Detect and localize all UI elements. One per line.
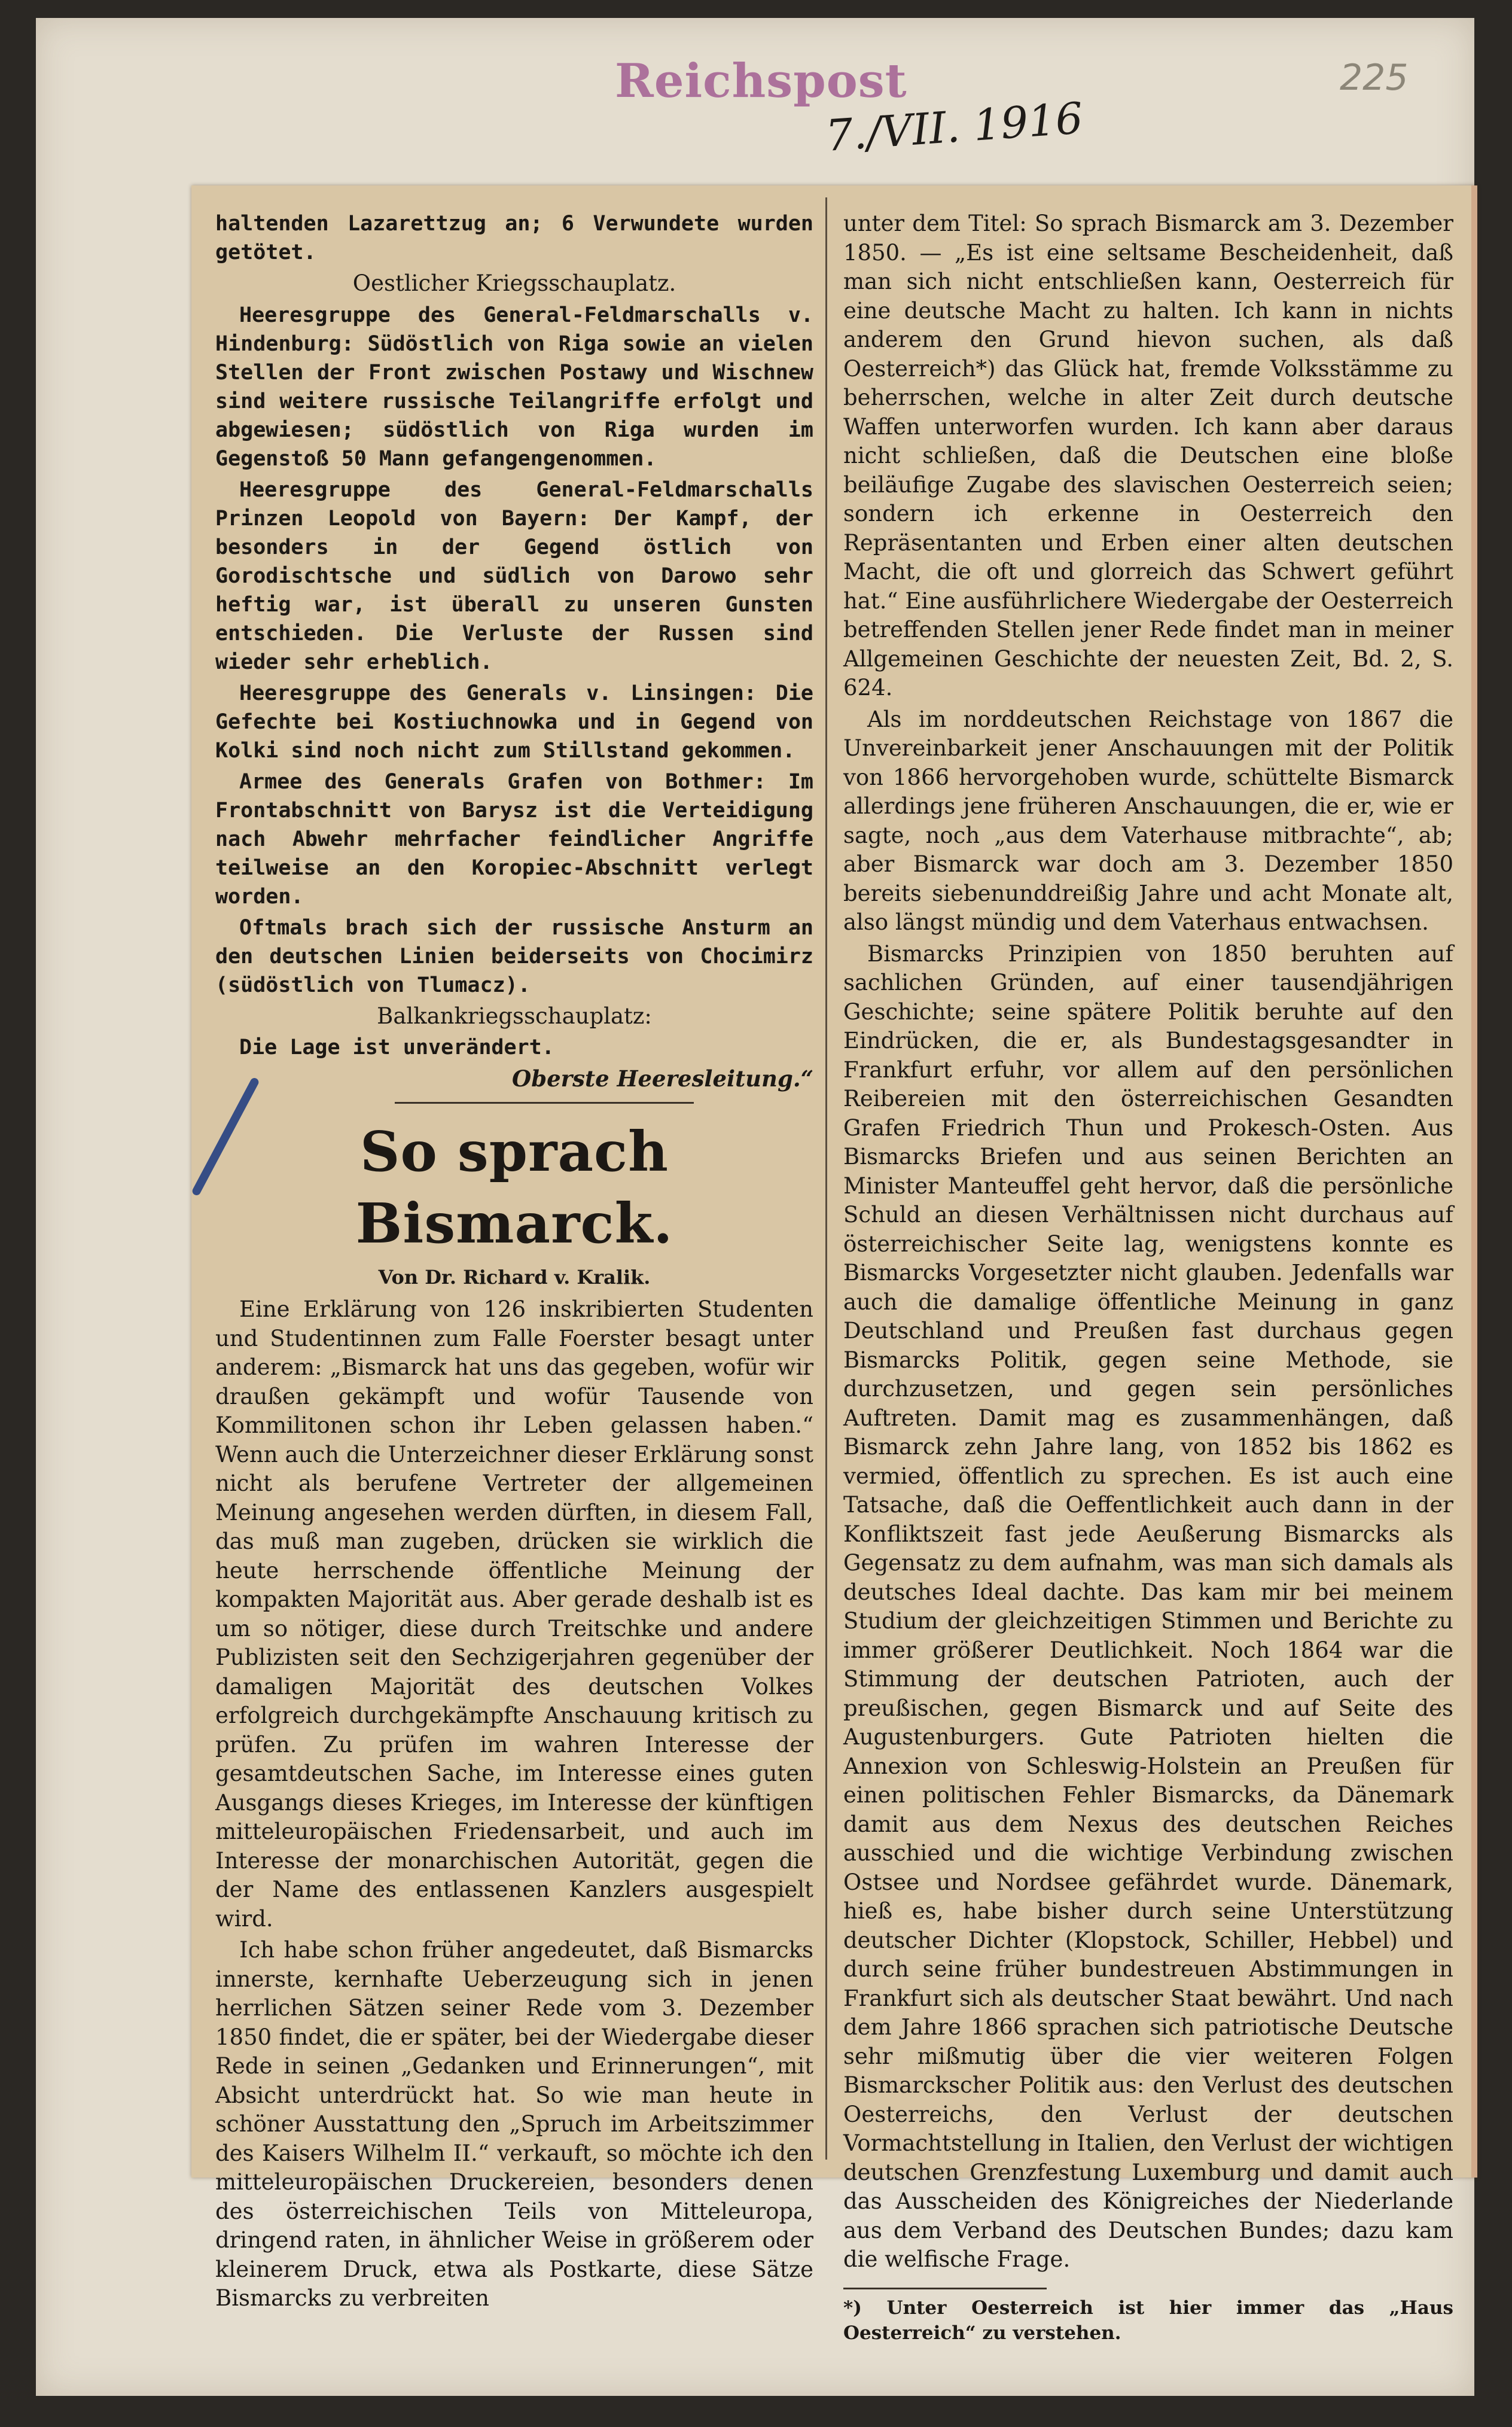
report-text: Heeresgruppe des Generals v. Linsingen: Die Gefechte bei Kostiuchnowka und in Gegend von Kolki sind noch nicht zum Stillstand gekommen. bbox=[215, 681, 813, 763]
article-author: Von Dr. Richard v. Kralik. bbox=[378, 1265, 651, 1289]
signature-line: Oberste Heeresleitung.“ bbox=[512, 1065, 813, 1092]
separator-rule bbox=[395, 1102, 694, 1104]
report-text: Heeresgruppe des General-Feldmarschalls Prinzen Leopold von Bayern: Der Kampf, der besonders in der Gegend östlich von Gorodischtsche und südlich von Darowo sehr heftig war, ist überall zu unseren Gunsten entschieden. Die Verluste der Russen sind wieder sehr erheblich. bbox=[215, 477, 813, 674]
column-divider bbox=[825, 197, 827, 2160]
handwritten-date: 7./VII. 1916 bbox=[824, 93, 1085, 161]
article-paragraph: Bismarcks Prinzipien von 1850 beruhten auf sachlichen Gründen, auf einer tausendjährigen Geschichte; seine spätere Politik beruhte auf den Eindrücken, die er, als Bundestagsgesandter in Frankfurt erfuhr, vor allem auf den persönlichen Reibereien mit den österreichischen Gesandten Grafen Friedrich Thun und Prokesch-Osten. Aus Bismarcks Briefen und aus seinen Berichten an Minister Manteuffel geht hervor, daß die persönliche Schuld an diesen Verhältnissen nicht durchaus auf österreichischer Seite lag, wenigstens konnte es Bismarcks Vorgesetzter nicht glauben. Jedenfalls war auch die damalige öffentliche Meinung in ganz Deutschland und Preußen fast durchaus gegen Bismarcks Politik, gegen seine Methode, sie durchzusetzen, und gegen sein persönliches Auftreten. Damit mag es zusammenhängen, daß Bismarck zehn Jahre lang, von 1852 bis 1862 es vermied, öffentlich zu sprechen. Es ist auch eine Tatsache, daß die Oeffentlichkeit auch dann in der Konfliktszeit fast jede Aeußerung Bismarcks als Gegensatz zu dem aufnahm, was man sich damals als deutsches Ideal dachte. Das kam mir bei meinem Studium der gleichzeitigen Stimmen und Berichte zu immer größerer Deutlichkeit. Noch 1864 war die Stimmung der deutschen Patrioten, auch der preußischen, gegen Bismarck und auf Seite des Augustenburgers. Gute Patrioten hielten die Annexion von Schleswig-Holstein an Preußen für einen politischen Fehler Bismarcks, da Dänemark damit aus dem Nexus des deutschen Reiches ausschied und die wichtige Verbindung zwischen Ostsee und Nordsee gefährdet wurde. Dänemark, hieß es, habe bisher durch seine Unterstützung deutscher Dichter (Klopstock, Schiller, Hebbel) und durch seine früher bundestreuen Abstimmungen in Frankfurt sich als deutscher Staat bewährt. Und nach dem Jahre 1866 sprachen sich patriotische Deutsche sehr mißmutig über die vier weiteren Folgen Bismarckscher Politik aus: den Verlust des deutschen Oesterreichs, den Verlust der deutschen Vormachtstellung in Italien, den Verlust der wichtigen deutschen Grenzfestung Luxemburg und damit auch das Ausscheiden des Königreiches der Niederlande aus dem Verband des Deutschen Bundes; dazu kam die welfische Frage. bbox=[843, 940, 1453, 2272]
article-paragraph: Eine Erklärung von 126 inskribierten Studenten und Studentinnen zum Falle Foerster besagt unter anderem: „Bismarck hat uns das gegeben, wofür wir draußen gekämpft und wofür Tausende von Kommilitonen schon ihr Leben gelassen haben.“ Wenn auch die Unterzeichner dieser Erklärung sonst nicht als berufene Vertreter der allgemeinen Meinung angesehen werden dürften, in diesem Fall, das muß man zugeben, drücken sie wirklich die heute herrschende öffentliche Meinung der kompakten Majorität aus. Aber gerade deshalb ist es um so nötiger, diese durch Treitschke und andere Publizisten seit den Sechzigerjahren gegenüber der damaligen Majorität des deutschen Volkes erfolgreich durchgekämpfte Anschauung kritisch zu prüfen. Zu prüfen im wahren Interesse der gesamtdeutschen Sache, im Interesse eines guten Ausgangs dieses Krieges, im Interesse der künftigen mitteleuropäischen Friedensarbeit, und auch im Interesse der monarchischen Autorität, gegen die der Name des entlassenen Kanzlers ausgespielt wird. bbox=[215, 1296, 813, 1932]
article-paragraph: unter dem Titel: So sprach Bismarck am 3. Dezember 1850. — „Es ist eine seltsame Bescheidenheit, daß man sich nicht entschließen kann, Oesterreich für eine deutsche Macht zu halten. Ich kann in nichts anderem den Grund hievon suchen, als daß Oesterreich*) das Glück hat, fremde Volksstämme zu beherrschen, welche in alter Zeit durch deutsche Waffen unterworfen wurden. Ich kann aber daraus nicht schließen, daß die Deutschen eine bloße beiläufige Zugabe des slavischen Oesterreich seien; sondern ich erkenne in Oesterreich den Repräsentanten und Erben einer alten deutschen Macht, die oft und glorreich das Schwert geführt hat.“ Eine ausführlichere Wiedergabe der Oesterreich betreffenden Stellen jener Rede findet man in meiner Allgemeinen Geschichte der neuesten Zeit, Bd. 2, S. 624. bbox=[843, 211, 1453, 701]
right-column bbox=[843, 209, 1453, 2344]
report-text: Heeresgruppe des General-Feldmarschalls v. Hindenburg: Südöstlich von Riga sowie an vielen Stellen der Front zwischen Postawy und Wischnew sind weitere russische Teilangriffe erfolgt und abgewiesen; südöstlich von Riga wurden im Gegenstoß 50 Mann gefangengenommen. bbox=[215, 303, 813, 471]
left-column bbox=[215, 209, 813, 2311]
section-heading-balkan: Balkankriegsschauplatz: bbox=[377, 1003, 652, 1029]
newspaper-clipping bbox=[191, 185, 1477, 2344]
article-paragraph: Als im norddeutschen Reichstage von 1867 die Unvereinbarkeit jener Anschauungen mit der Politik von 1866 hervorgehoben wurde, schüttelte Bismarck allerdings jene früheren Anschauungen, die er, wie er sagte, noch „aus dem Vaterhause mitbrachte“, ab; aber Bismarck war doch am 3. Dezember 1850 bereits siebenunddreißig Jahre und acht Monate alt, also längst mündig und dem Vaterhaus entwachsen. bbox=[843, 706, 1453, 935]
report-text: Oftmals brach sich der russische Ansturm an den deutschen Linien beiderseits von Chocimirz (südöstlich von Tlumacz). bbox=[215, 915, 813, 997]
report-text: Armee des Generals Grafen von Bothmer: Im Frontabschnitt von Barysz ist die Verteidigung nach Abwehr mehrfacher feindlicher Angriffe teilweise an den Koropiec-Abschnitt verlegt worden. bbox=[215, 769, 813, 909]
article-paragraph: Ich habe schon früher angedeutet, daß Bismarcks innerste, kernhafte Ueberzeugung sich in jenen herrlichen Sätzen seiner Rede vom 3. Dezember 1850 findet, die er später, bei der Wiedergabe dieser Rede in seinen „Gedanken und Erinnerungen“, mit Absicht unterdrückt hat. So wie man heute in schöner Ausstattung den „Spruch im Arbeitszimmer des Kaisers Wilhelm II.“ verkauft, so möchte ich den mitteleuropäischen Druckereien, besonders denen des österreichischen Teils von Mitteleuropa, dringend raten, in ähnlicher Weise in größerem oder kleinerem Druck, etwa als Postkarte, diese Sätze Bismarcks zu verbreiten bbox=[215, 1937, 813, 2311]
article-title: So sprach Bismarck. bbox=[355, 1119, 673, 1256]
report-text: Die Lage ist unverändert. bbox=[239, 1036, 554, 1059]
footnote-rule bbox=[843, 2288, 1047, 2289]
footnote: *) Unter Oesterreich ist hier immer das „Haus Oesterreich“ zu verstehen. bbox=[843, 2297, 1453, 2344]
report-text: haltenden Lazarettzug an; 6 Verwundete wurden getötet. bbox=[215, 212, 813, 264]
page-number: 225 bbox=[1340, 57, 1409, 99]
newspaper-stamp: Reichspost bbox=[615, 54, 907, 108]
section-heading-east: Oestlicher Kriegsschauplatz. bbox=[352, 270, 676, 296]
